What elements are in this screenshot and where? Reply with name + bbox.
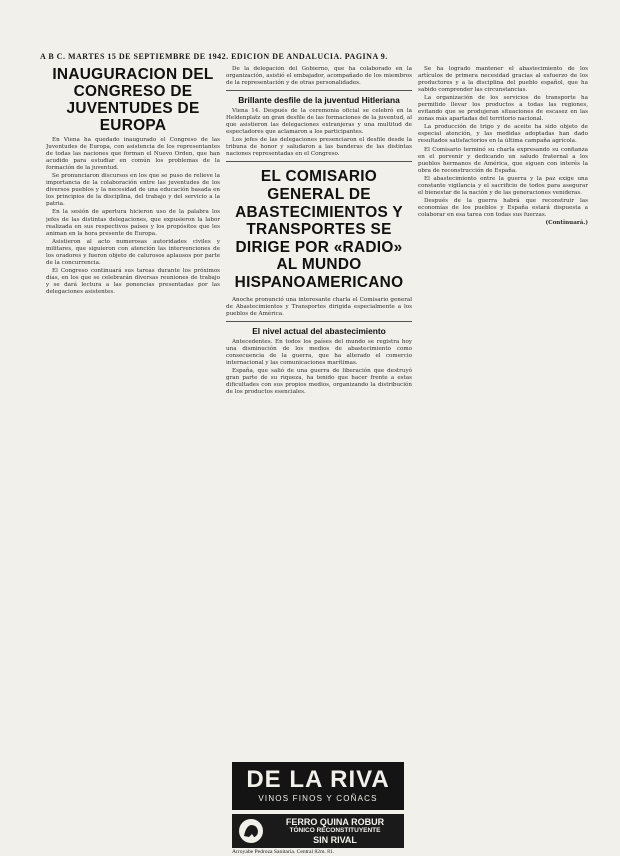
subheading-abastecimiento: El nivel actual del abastecimiento bbox=[252, 325, 386, 336]
headline-congreso: INAUGURACION DEL CONGRESO DE JUVENTUDES DE EUROPA bbox=[52, 66, 214, 134]
paragraph: Después de la guerra habrá que reconstruir las economías de los pueblos y España estará dispuesta a colaborar en esa tarea con todas sus fuerzas. bbox=[418, 197, 588, 218]
paragraph: La organización de los servicios de transporte ha permitido llevar los productos a todas las regiones, evitando que se produjeran situaciones de escasez en las zonas más apartadas del territorio nacional. bbox=[418, 95, 588, 123]
subheading-desfile: Brillante desfile de la juventud Hitleriana bbox=[238, 95, 400, 106]
advert-tagline: VINOS FINOS Y COÑACS bbox=[258, 794, 378, 803]
paragraph: El Comisario terminó su charla expresando su confianza en el porvenir y dedicando un saludo fraternal a los pueblos hermanos de América, que siguen con interés la obra de reconstrucción de España. bbox=[418, 146, 588, 174]
advert-text bbox=[268, 817, 402, 845]
continued-label: (Continuará.) bbox=[545, 219, 588, 226]
column-left bbox=[46, 66, 220, 842]
divider bbox=[226, 161, 412, 162]
paragraph: El abastecimiento entre la guerra y la paz exige una constante vigilancia y el sacrificio de todos para asegurar el bienestar de la nación y de las generaciones venideras. bbox=[418, 175, 588, 196]
paragraph: España, que salió de una guerra de liberación que destruyó gran parte de su riqueza, ha tenido que hacer frente a estas dificultades con sus propios medios, organizando la distribución de los productos esenciales. bbox=[226, 367, 412, 396]
footer-classified: Arroyabe Pedroza Sanitaria. Central 82m. 81. bbox=[232, 849, 335, 855]
paragraph: Antecedentes. En todos los países del mundo se registra hoy una disminución de los medios de abastecimiento como consecuencia de la guerra, que ha alterado el comercio internacional y las comunicaciones marítimas. bbox=[226, 338, 412, 366]
paragraph: En la sesión de apertura hicieron uso de la palabra los jefes de las distintas delegaciones, que expusieron la labor realizada en sus respectivos países y los propósitos que les animan en la hora presente de Europa. bbox=[46, 209, 220, 237]
divider bbox=[226, 321, 412, 322]
paragraph: La producción de trigo y de aceite ha sido objeto de especial atención, y las medidas adoptadas han dado resultados satisfactorios en la última campaña agrícola. bbox=[418, 124, 588, 145]
paragraph: El Congreso continuará sus tareas durante los próximos días, en los que se celebrarán diversas reuniones de trabajo y se dará lectura a las ponencias presentadas por las delegaciones asistentes. bbox=[46, 267, 220, 295]
column-middle bbox=[226, 66, 412, 842]
paragraph: Se pronunciaron discursos en los que se puso de relieve la importancia de la colaboración entre las juventudes de los diversos pueblos y la necesidad de una educación basada en los principios de la disciplina, del trabajo y del servicio a la patria. bbox=[46, 173, 220, 208]
lead-paragraph: Anoche pronunció una interesante charla el Comisario general de Abastecimientos y Transportes dirigida especialmente a los pueblos de América. bbox=[226, 296, 412, 317]
paragraph: De la delegación del Gobierno, que ha colaborado en la organización, asistió el embajador, acompañado de los miembros de la representación y de otras personalidades. bbox=[226, 66, 412, 87]
paragraph: En Viena ha quedado inaugurado el Congreso de las Juventudes de Europa, con asistencia de los representantes de todas las naciones que forman el Nuevo Orden, que han acudido para estudiar en común los problemas de la formación de la juventud. bbox=[46, 137, 220, 172]
paragraph: Asistieron al acto numerosas autoridades civiles y militares, que siguieron con atención las intervenciones de los oradores y fueron objeto de calurosos aplausos por parte de la concurrencia. bbox=[46, 238, 220, 266]
lion-emblem-icon bbox=[238, 818, 264, 844]
column-right bbox=[418, 66, 588, 842]
advert-slogan: SIN RIVAL bbox=[313, 835, 357, 845]
advert-brand: DE LA RIVA bbox=[246, 766, 390, 793]
advert-ferro-quina bbox=[232, 814, 404, 848]
divider bbox=[226, 90, 412, 91]
headline-comisario: EL COMISARIO GENERAL DE ABASTECIMIENTOS Y TRANSPORTES SE DIRIGE POR «RADIO» AL MUNDO HISPANOAMERICANO bbox=[234, 168, 404, 292]
paragraph: Viena 14. Después de la ceremonia oficial se celebró en la Heldenplatz un gran desfile de las formaciones de la juventud, al que asistieron las delegaciones extranjeras y una multitud de espectadores que aclamaron a los participantes. bbox=[226, 108, 412, 136]
advert-brand: FERRO QUINA ROBUR bbox=[285, 817, 385, 827]
advert-de-la-riva bbox=[232, 762, 404, 810]
advert-tagline: TÓNICO RECONSTITUYENTE bbox=[289, 827, 381, 834]
paragraph: Los jefes de las delegaciones presenciaron el desfile desde la tribuna de honor y saludaron a las banderas de las distintas naciones representadas en el Congreso. bbox=[226, 137, 412, 158]
page-header: A B C. MARTES 15 DE SEPTIEMBRE DE 1942. EDICION DE ANDALUCIA. PAGINA 9. bbox=[40, 52, 388, 61]
paragraph: Se ha logrado mantener el abastecimiento de los artículos de primera necesidad gracias al esfuerzo de los productores y a la disciplina del pueblo español, que ha sabido comprender las circunstancias. bbox=[418, 66, 588, 94]
